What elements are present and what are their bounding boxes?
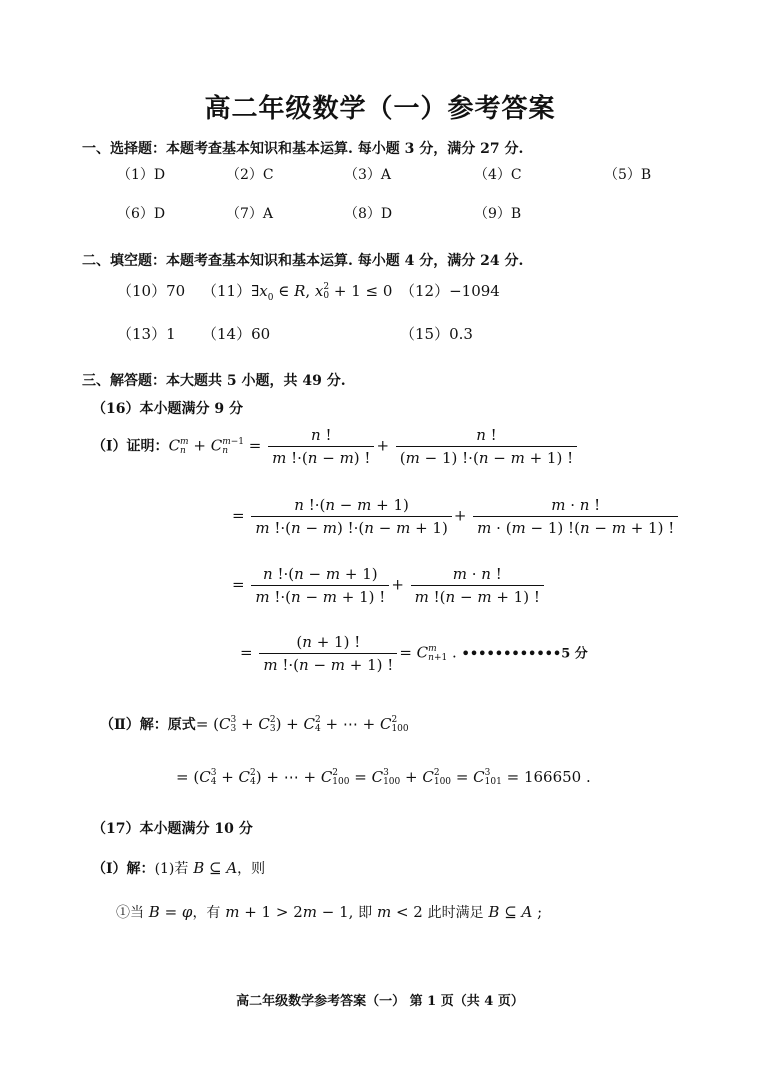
q16-heading: （16）本小题满分 9 分 — [92, 401, 243, 417]
answer-11 — [202, 280, 392, 303]
answer-11-label: （11） — [202, 282, 252, 300]
answer-13: （13）1 — [117, 325, 176, 343]
fraction: $\frac{n !}{(m - 1) !\cdot(n - m + 1) !}$ — [396, 424, 577, 469]
q16-proof-line2: = $\frac{n !\cdot(n - m + 1)}{m !\cdot(n - m) !\cdot(n - m + 1)}$ + $\frac{m \cdot n !}{m \cdot (m - 1) !(n - m + 1) !}$ — [232, 494, 680, 539]
fraction: $\frac{n !\cdot(n - m + 1)}{m !\cdot(n - m) !\cdot(n - m + 1)}$ — [251, 494, 451, 539]
answer-3: （3）A — [344, 167, 392, 183]
fraction: $\frac{n !}{m !\cdot(n - m) !}$ — [268, 424, 374, 469]
q16-proof-line4: = $\frac{(n + 1) !}{m !\cdot(n - m + 1) !}$ = C m n+1 . ••••••••••••5 分 — [240, 633, 588, 674]
fraction: $\frac{(n + 1) !}{m !\cdot(n - m + 1) !}$ — [259, 631, 397, 676]
answer-15: （15）0.3 — [400, 325, 473, 343]
fraction: $\frac{m \cdot n !}{m \cdot (m - 1) !(n - m + 1) !}$ — [473, 494, 678, 539]
q16-part2-line2: = (C 3 4 + C 2 4 ) + ⋯ + C 2 100 = C 3 100 + C 2 100 = C 3 101 = 166650 . — [176, 768, 591, 787]
q16-part1-label: （Ⅰ）证明： — [92, 438, 169, 455]
q16-proof-line1: （Ⅰ）证明：C m n + C m−1 n = $\frac{n !}{m !\cdot(n - m) !}$ + $\frac{n !}{(m - 1) !\cdot(n - m + 1) !}$ — [92, 424, 579, 469]
page-title: 高二年级数学（一）参考答案 — [204, 94, 556, 124]
q16-part2-label: （Ⅱ）解：原式 — [100, 717, 196, 733]
section1-heading: 一、选择题：本题考查基本知识和基本运算. 每小题 3 分，满分 27 分. — [82, 141, 524, 157]
answer-9: （9）B — [474, 206, 522, 222]
answer-14: （14）60 — [202, 325, 271, 343]
score-mark: ••••••••••••5 分 — [461, 646, 588, 662]
page-footer: 高二年级数学参考答案（一） 第 1 页（共 4 页） — [236, 994, 524, 1009]
q16-result: 166650 — [523, 768, 582, 786]
q16-proof-line3: = $\frac{n !\cdot(n - m + 1)}{m !\cdot(n - m + 1) !}$ + $\frac{m \cdot n !}{m !(n - m + 1) !}$ — [232, 563, 546, 608]
q17-heading: （17）本小题满分 10 分 — [92, 821, 253, 837]
q16-part2-line1: （Ⅱ）解：原式= (C 3 3 + C 2 3 ) + C 2 4 + ⋯ + C 2 100 — [100, 715, 409, 734]
answer-5: （5）B — [604, 167, 652, 183]
answer-8: （8）D — [344, 206, 393, 222]
section2-heading: 二、填空题：本题考查基本知识和基本运算. 每小题 4 分，满分 24 分. — [82, 253, 524, 269]
answer-10: （10）70 — [117, 282, 186, 300]
answer-6: （6）D — [117, 206, 166, 222]
section3-heading: 三、解答题：本大题共 5 小题，共 49 分. — [82, 373, 346, 389]
q17-part1-label: （Ⅰ）解： — [92, 861, 155, 877]
answer-11-formula: $\exists x_0$ ∈ R, x 2 0 + 1 ≤ 0 — [251, 282, 393, 303]
answer-7: （7）A — [226, 206, 274, 222]
answer-12: （12）−1094 — [400, 282, 500, 300]
answer-1: （1）D — [117, 167, 166, 183]
q17-case1-line: ①当 B = φ，有 m + 1 > 2m − 1, 即 m < 2 此时满足 B ⊆ A ; — [116, 903, 543, 921]
fraction: $\frac{n !\cdot(n - m + 1)}{m !\cdot(n - m + 1) !}$ — [251, 563, 389, 608]
answer-2: （2）C — [226, 167, 274, 183]
q17-part1-line1: （Ⅰ）解：(1)若 B ⊆ A，则 — [92, 859, 266, 877]
fraction: $\frac{m \cdot n !}{m !(n - m + 1) !}$ — [411, 563, 544, 608]
answer-4: （4）C — [474, 167, 522, 183]
